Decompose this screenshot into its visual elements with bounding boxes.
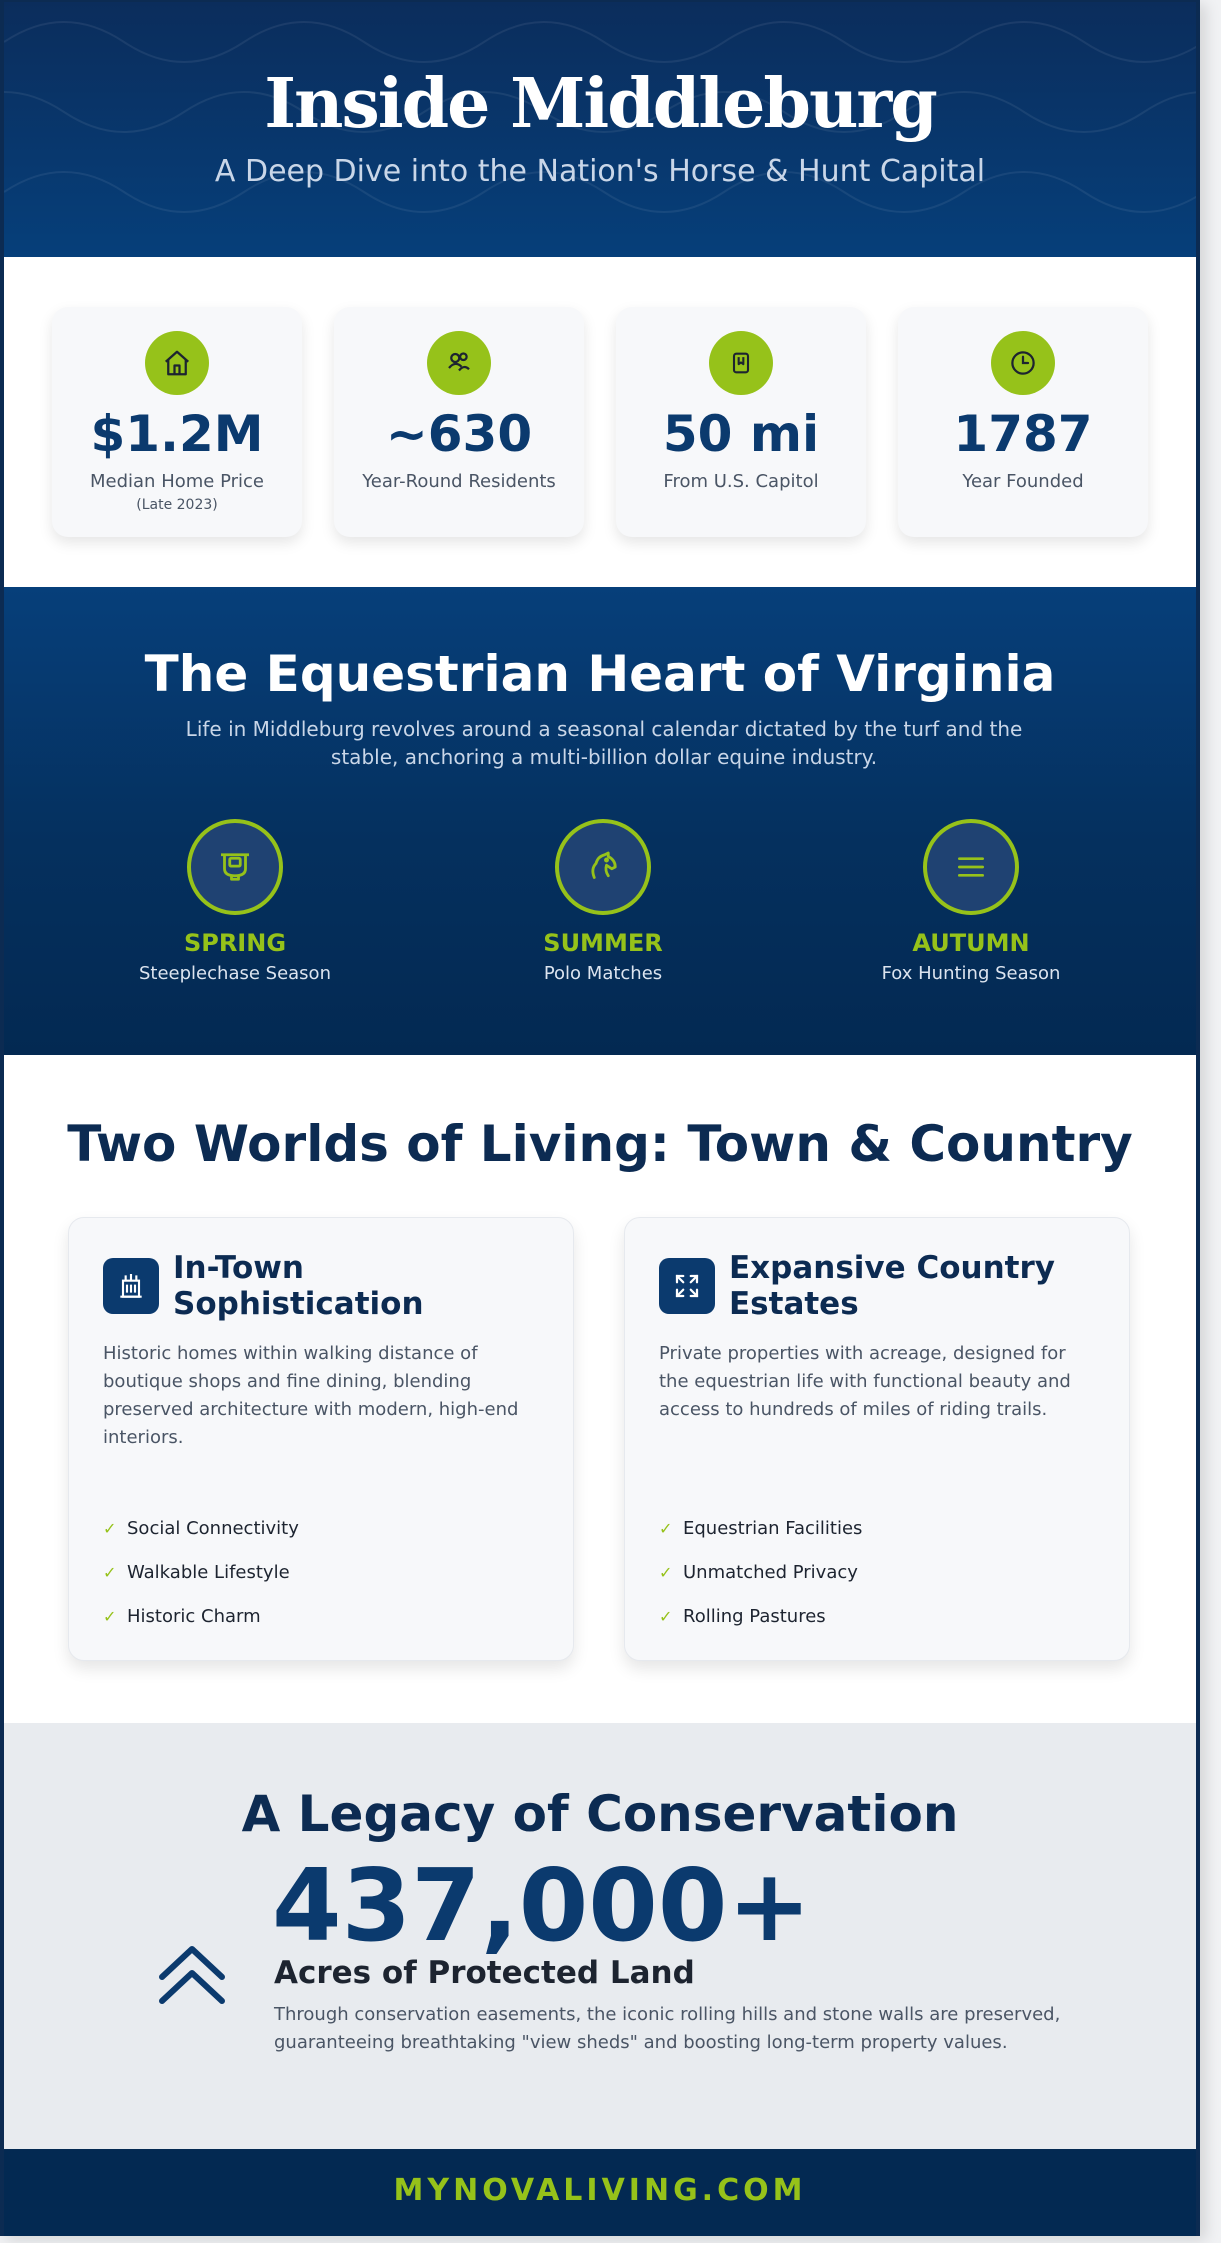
season-name: SUMMER [543, 929, 663, 957]
stat-value: 1787 [953, 405, 1093, 463]
conservation-section [4, 1723, 1196, 2149]
stat-label: Year Founded [962, 471, 1084, 492]
card-in-town [68, 1217, 574, 1661]
stat-card-distance [616, 307, 866, 537]
stat-label: Median Home Price [90, 471, 264, 492]
double-chevron-up-icon [156, 1941, 228, 2007]
hero-header [4, 2, 1196, 257]
expand-icon [659, 1258, 715, 1314]
stat-value: $1.2M [90, 405, 264, 463]
check-icon: ✓ [659, 1606, 673, 1626]
house-icon [145, 331, 209, 395]
check-icon: ✓ [103, 1606, 117, 1626]
section-description: Life in Middleburg revolves around a seasonal calendar dictated by the turf and the stable, anchoring a multi-billion dollar equine industry. [185, 717, 1023, 769]
stat-label: Year-Round Residents [362, 471, 556, 492]
equestrian-section [4, 587, 1196, 1055]
list-item: ✓ Historic Charm [103, 1605, 261, 1627]
protected-acres-label: Acres of Protected Land [274, 1955, 695, 1991]
season-name: AUTUMN [912, 929, 1030, 957]
season-event: Fox Hunting Season [881, 963, 1061, 984]
stat-label: From U.S. Capitol [663, 471, 819, 492]
stat-note: (Late 2023) [136, 497, 218, 513]
trophy-icon [187, 819, 283, 915]
card-title: In-Town Sophistication [173, 1250, 424, 1322]
section-title: A Legacy of Conservation [241, 1785, 959, 1843]
stat-card-residents [334, 307, 584, 537]
season-event: Steeplechase Season [139, 963, 331, 984]
check-icon: ✓ [659, 1518, 673, 1538]
feature-list [103, 1506, 299, 1638]
feature-list [659, 1506, 862, 1638]
check-icon: ✓ [103, 1518, 117, 1538]
building-icon [103, 1258, 159, 1314]
season-event: Polo Matches [543, 963, 663, 984]
season-autumn [821, 819, 1121, 984]
season-spring [85, 819, 385, 984]
footer-website-link[interactable]: MYNOVALIVING.COM [393, 2173, 807, 2208]
conservation-description: Through conservation easements, the iconic rolling hills and stone walls are preserved, guaranteeing breathtaking "view sheds" and boosting long-term property values. [274, 2004, 1061, 2053]
card-title: Expansive Country Estates [729, 1250, 1055, 1322]
section-title: The Equestrian Heart of Virginia [144, 645, 1056, 703]
card-country-estates [624, 1217, 1130, 1661]
bookmark-icon [709, 331, 773, 395]
card-description: Private properties with acreage, designed for the equestrian life with functional beauty and access to hundreds of miles of riding trails. [659, 1343, 1071, 1420]
stats-section [4, 257, 1196, 587]
list-item: ✓ Equestrian Facilities [659, 1517, 863, 1539]
living-options-section [4, 1055, 1196, 1723]
stat-value: ~630 [385, 405, 533, 463]
season-name: SPRING [183, 929, 287, 957]
page-subtitle: A Deep Dive into the Nation's Horse & Hunt Capital [214, 154, 986, 189]
check-icon: ✓ [103, 1562, 117, 1582]
people-icon [427, 331, 491, 395]
check-icon: ✓ [659, 1562, 673, 1582]
list-item: ✓ Unmatched Privacy [659, 1561, 858, 1583]
list-item: ✓ Rolling Pastures [659, 1605, 826, 1627]
section-title: Two Worlds of Living: Town & Country [67, 1115, 1133, 1173]
clock-icon [991, 331, 1055, 395]
protected-acres-number: 437,000+ [272, 1847, 812, 1964]
stat-card-founded [898, 307, 1148, 537]
list-item: ✓ Walkable Lifestyle [103, 1561, 290, 1583]
list-item: ✓ Social Connectivity [103, 1517, 299, 1539]
footer [4, 2149, 1196, 2236]
season-summer [453, 819, 753, 984]
card-description: Historic homes within walking distance of boutique shops and fine dining, blending preserved architecture with modern, high-end interiors. [103, 1343, 519, 1448]
page-title: Inside Middleburg [264, 64, 936, 144]
menu-lines-icon [923, 819, 1019, 915]
horse-icon [555, 819, 651, 915]
stat-card-home-price [52, 307, 302, 537]
stat-value: 50 mi [662, 405, 820, 463]
